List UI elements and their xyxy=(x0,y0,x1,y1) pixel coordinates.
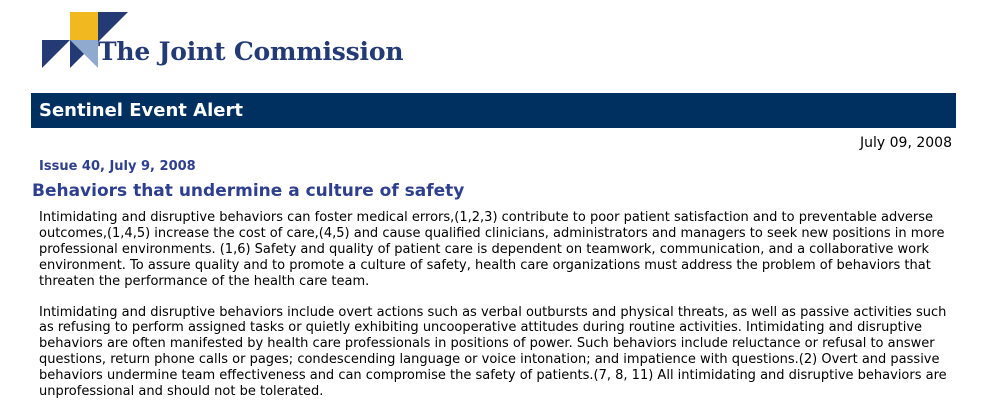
issue-label: Issue 40, July 9, 2008 xyxy=(39,159,196,174)
sentinel-event-alert-banner xyxy=(31,93,956,128)
article-body xyxy=(39,210,964,415)
article-paragraph: Intimidating and disruptive behaviors can foster medical errors,(1,2,3) contribute to poor patient satisfaction and to preventable adverse outcomes,(1,4,5) increase the cost of care,(4,5) and cause qualified clinicians, administrators and managers to seek new positions in more professional environments. (1,6) Safety and quality of patient care is dependent on teamwork, communication, and a collaborative work environment. To assure quality and to promote a culture of safety, health care organizations must address the problem of behaviors that threaten the performance of the health care team. xyxy=(39,210,945,289)
publication-date: July 09, 2008 xyxy=(860,135,952,151)
joint-commission-logo[interactable] xyxy=(42,12,402,72)
article-paragraph: Intimidating and disruptive behaviors include overt actions such as verbal outbursts and physical threats, as well as passive activities such as refusing to perform assigned tasks or quietly exhibiting uncooperative attitudes during routine activities. Intimidating and disruptive behaviors are often manifested by health care professionals in positions of power. Such behaviors include reluctance or refusal to answer questions, return phone calls or pages; condescending language or voice intonation; and impatience with questions.(2) Overt and passive behaviors undermine team effectiveness and can compromise the safety of patients.(7, 8, 11) All intimidating and disruptive behaviors are unprofessional and should not be tolerated. xyxy=(39,304,947,400)
logo-text: The Joint Commission xyxy=(98,37,404,66)
article-title: Behaviors that undermine a culture of safety xyxy=(32,181,465,201)
banner-title: Sentinel Event Alert xyxy=(39,100,243,121)
